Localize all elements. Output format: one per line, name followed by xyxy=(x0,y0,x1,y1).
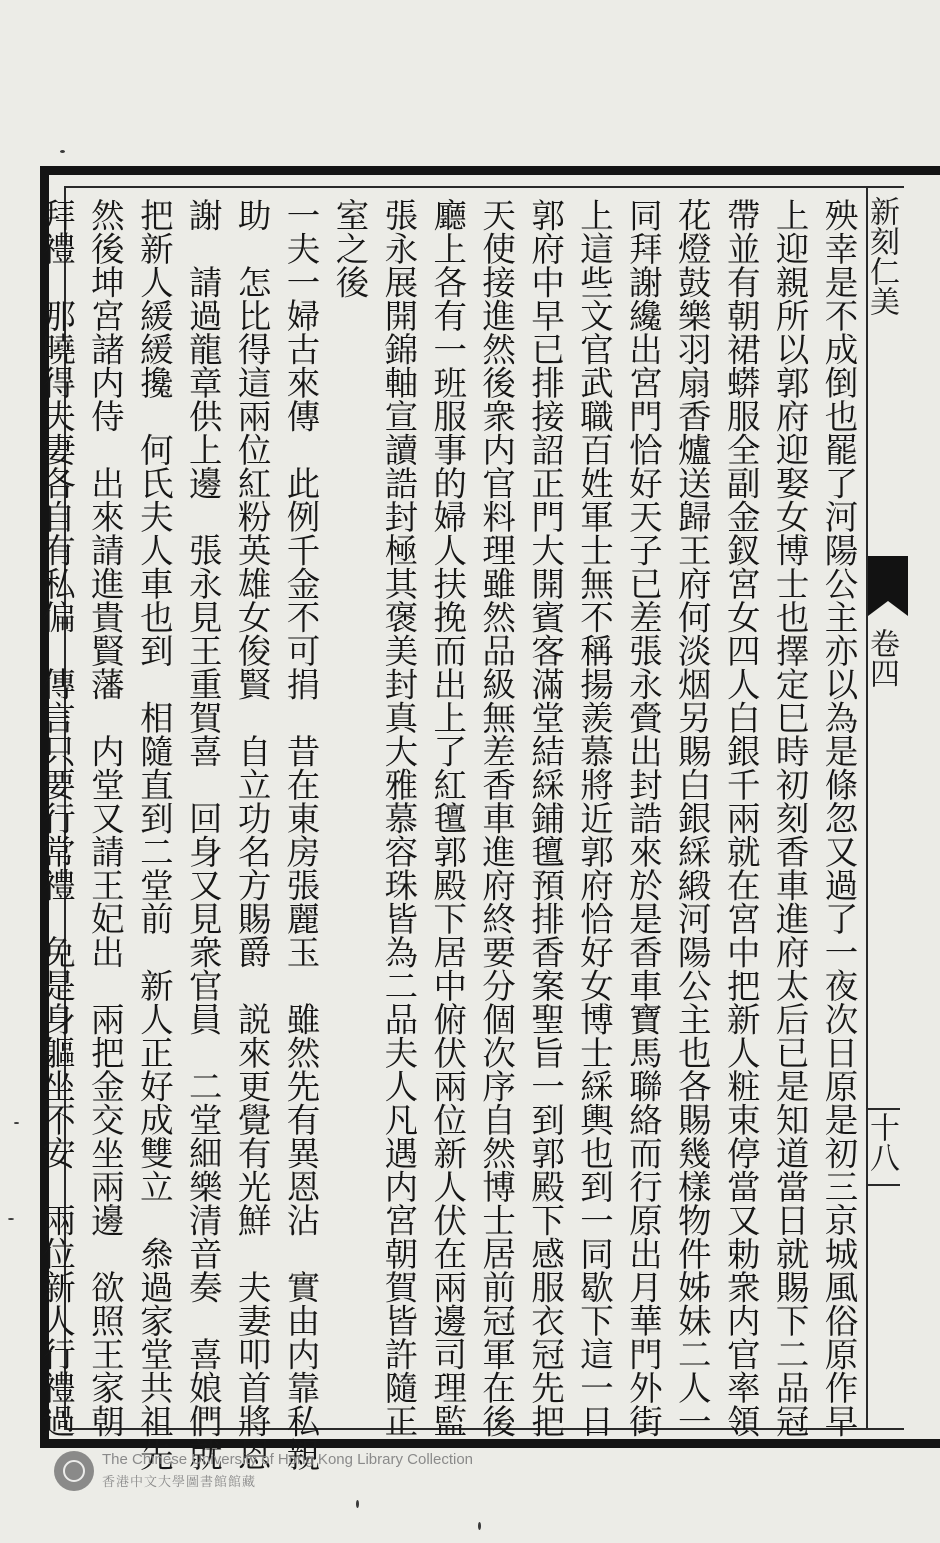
margin-title: 新刻仁美 xyxy=(864,196,899,316)
verse-column: 一夫一婦古來傳 此例千金不可捐 昔在東房張麗玉 雖然先有異恩沾 實由内靠私親 xyxy=(281,198,321,1471)
paper-speck xyxy=(356,1500,359,1508)
text-column: 張永展開錦軸宣讀誥封極其褒美封真大雅慕容珠皆為二品夫人凡遇内宮朝賀皆許隨正 xyxy=(378,198,418,1438)
text-column: 室之後 xyxy=(329,198,369,299)
cuhk-logo-icon xyxy=(54,1451,94,1491)
text-column: 花燈鼓樂羽扇香爐送歸王府何淡烟另賜白銀綵緞河陽公主也各賜幾樣物件姊妹二人一 xyxy=(672,198,712,1438)
margin-rule xyxy=(866,1184,900,1186)
paper-speck xyxy=(60,150,65,153)
verse-column: 把新人緩緩攙 何氏夫人車也到 相隨直到二堂前 新人正好成雙立 叅過家堂共祖先 xyxy=(134,198,174,1471)
text-column: 郭府中早已排接詔正門大開賓客滿堂結綵鋪氊預排香案聖旨一到郭殿下感服衣冠先把 xyxy=(525,198,565,1438)
text-column: 上這些文官武職百姓軍士無不稱揚羨慕將近郭府恰好女博士綵輿也到一同歇下這一日 xyxy=(574,198,614,1438)
verse-column: 拜禮 那曉得夫妻各自有私偏 傳言只要行常禮 免是身軀坐不安 兩位新人行禮過 xyxy=(36,198,76,1438)
text-column: 殃幸是不成倒也罷了河陽公主亦以為是條忽又過了一夜次日原是初三京城風俗原作早 xyxy=(819,198,858,1438)
margin-volume: 卷四 xyxy=(864,628,899,688)
verse-column: 助 怎比得這兩位紅粉英雄女俊賢 自立功名方賜爵 説來更覺有光鮮 夫妻叩首將恩 xyxy=(232,198,272,1471)
text-column: 同拜謝纔出宮門恰好天子已差張永賫出封誥來於是香車寶馬聯絡而行原出月華門外街 xyxy=(623,198,663,1438)
paper-speck xyxy=(14,1122,19,1124)
text-column: 上迎親所以郭府迎娶女博士也擇定巳時初刻香車進府太后已是知道當日就賜下二品冠 xyxy=(770,198,810,1438)
paper-speck xyxy=(8,1218,14,1220)
verse-column: 謝 請過龍章供上邊 張永見王重賀喜 回身又見衆官員 二堂細樂清音奏 喜娘們就 xyxy=(183,198,223,1471)
verse-column: 然後坤宮諸内侍 出來請進貴賢藩 内堂又請王妃出 兩把金交坐兩邊 欲照王家朝 xyxy=(85,198,125,1438)
text-column: 天使接進然後衆内官料理雖然品級無差香車進府終要分個次序自然博士居前冠軍在後 xyxy=(476,198,516,1438)
margin-divider xyxy=(866,186,868,1430)
paper-speck xyxy=(478,1522,481,1530)
text-column: 廳上各有一班服事的婦人扶挽而出上了紅氊郭殿下居中俯伏兩位新人伏在兩邊司理監 xyxy=(427,198,467,1438)
watermark-chinese: 香港中文大學圖書館館藏 xyxy=(102,1475,257,1490)
margin-page-number: 十八 xyxy=(864,1112,899,1172)
watermark-english: The Chinese University of Hong Kong Library Collection xyxy=(102,1451,474,1468)
library-watermark xyxy=(54,1451,574,1491)
text-column: 帶並有朝裙蟒服全副金釵宮女四人白銀千兩就在宮中把新人粧束停當又勅衆内官率領 xyxy=(721,198,761,1438)
margin-rule xyxy=(866,1108,900,1110)
